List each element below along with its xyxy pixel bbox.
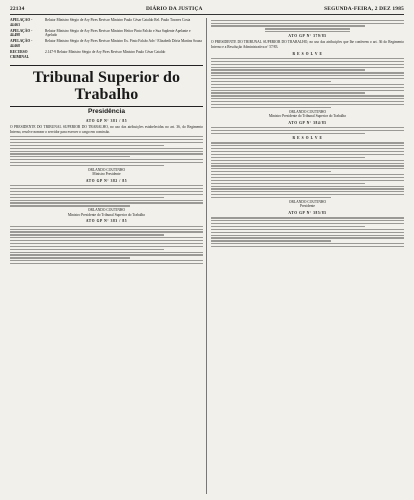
text-line	[211, 232, 404, 233]
left-column	[10, 18, 203, 496]
text-line	[10, 159, 203, 160]
text-line	[211, 78, 404, 79]
text-line	[211, 154, 404, 155]
section-title: Tribunal Superior do Trabalho	[32, 69, 181, 104]
act-heading: ATO GP Nº 381 / 85	[85, 118, 128, 123]
text-line	[211, 130, 404, 131]
resolve-heading: R E S O L V E	[292, 51, 323, 56]
journal-name: DIÁRIO DA JUSTIÇA	[145, 5, 203, 12]
act-heading: ATO GP Nº 379/85	[288, 34, 327, 39]
text-line	[211, 61, 404, 62]
list-item	[10, 39, 203, 48]
text-line	[10, 249, 164, 250]
text-line	[10, 263, 203, 264]
text-line	[211, 220, 404, 221]
text-line	[211, 229, 404, 230]
entry-text: Relator Ministro Sérgio de Ary Pires Revisor Ministro Ex. Pinto Falcão Adv.º Elizabeth Dória Martins Souza	[45, 39, 202, 44]
text-line	[211, 226, 365, 227]
signer-role: Ministro Presidente do Tribunal Superior do Trabalho	[67, 212, 146, 217]
text-line	[211, 197, 331, 198]
text-line	[10, 200, 203, 201]
text-line	[211, 163, 404, 164]
text-line	[10, 136, 203, 137]
text-line	[211, 95, 404, 96]
text-line	[211, 160, 404, 161]
text-line	[10, 151, 203, 152]
text-line	[10, 254, 203, 255]
text-line	[10, 237, 203, 238]
text-line	[211, 101, 404, 102]
section-subtitle: Presidência	[87, 108, 126, 116]
signature-block	[211, 200, 404, 209]
entry-label: RECURSO CRIMINAL	[10, 50, 29, 59]
signer-name: ORLANDO COUTINHO	[87, 208, 126, 213]
text-line	[211, 58, 404, 59]
text-line	[10, 243, 203, 244]
entry-label: APELAÇÃO - 44.663	[10, 18, 33, 27]
text-line	[211, 127, 404, 128]
text-line	[211, 188, 404, 189]
text-line	[211, 180, 404, 181]
signer-role: Ministro Presidente do Tribunal Superior do Trabalho	[268, 114, 347, 119]
text-line	[211, 186, 404, 187]
text-line	[211, 145, 404, 146]
text-line	[10, 145, 164, 146]
text-line	[10, 202, 203, 203]
text-line	[211, 98, 404, 99]
text-line	[211, 183, 365, 184]
page-number: 22134	[10, 5, 25, 12]
signature-block	[10, 208, 203, 217]
text-line	[10, 194, 203, 195]
text-line	[10, 231, 203, 232]
text-line	[211, 92, 365, 93]
text-line	[211, 69, 365, 70]
text-line	[211, 90, 404, 91]
text-line	[10, 139, 203, 140]
text-line	[10, 252, 203, 253]
text-line	[10, 188, 203, 189]
text-line	[211, 75, 404, 76]
signature-block	[10, 168, 203, 177]
right-column	[211, 18, 404, 496]
column-divider	[206, 18, 207, 494]
entry-label: APELAÇÃO - 44.498	[10, 28, 33, 38]
text-line	[211, 223, 404, 224]
text-line	[211, 157, 365, 158]
text-line	[10, 156, 130, 157]
text-line	[10, 197, 164, 198]
text-line	[211, 151, 404, 152]
text-line	[211, 217, 404, 218]
text-line	[211, 165, 404, 166]
signer-role: Presidente	[300, 204, 315, 209]
text-line	[211, 104, 404, 105]
text-line	[265, 31, 350, 32]
text-line	[211, 174, 404, 175]
text-line	[211, 237, 404, 238]
signature-block	[211, 110, 404, 119]
text-line	[211, 235, 404, 236]
text-line	[10, 240, 203, 241]
entry-text: Relator Ministro Sérgio de Ary Pires Revisor Ministro Heitor Pinto Falcão e Sua Suplente Apelante e Apelado	[45, 28, 191, 38]
text-line	[211, 107, 331, 108]
signer-name: ORLANDO COUTINHO	[288, 199, 327, 204]
act-heading: ATO GP Nº 384/85	[288, 120, 327, 125]
text-line	[10, 229, 203, 230]
text-line	[211, 87, 404, 88]
text-line	[10, 234, 164, 235]
text-line	[265, 28, 350, 29]
list-item	[10, 50, 203, 59]
text-line	[10, 191, 203, 192]
text-line	[211, 23, 404, 24]
act-paragraph: O PRESIDENTE DO TRIBUNAL SUPERIOR DO TRABALHO, no uso das atribuições estabelecidas no art. 36, do Regimento Interno, resolve nomear o servidor para exercer o cargo em comissão.	[10, 124, 203, 134]
text-line	[211, 168, 404, 169]
text-line	[211, 133, 365, 134]
issue-date: SEGUNDA-FEIRA, 2 DEZ 1985	[324, 5, 404, 12]
text-line	[211, 171, 331, 172]
text-line	[10, 185, 203, 186]
text-line	[211, 20, 404, 21]
signer-name: ORLANDO COUTINHO	[288, 109, 327, 114]
text-line	[211, 64, 404, 65]
text-line	[211, 240, 331, 241]
text-line	[10, 142, 203, 143]
text-line	[10, 148, 203, 149]
list-item	[10, 29, 203, 38]
entry-label: APELAÇÃO - 44.668	[10, 39, 33, 48]
entry-text: 2.147-9 Relator Ministro Sérgio de Ary Pires Revisor Ministro Paulo César Cataldo	[45, 50, 166, 55]
text-line	[211, 142, 404, 143]
entry-text: Relator Ministro Sérgio de Ary Pires Revisor Ministro Paulo César Cataldo Rel. Paulo Tavares Costa	[45, 18, 191, 22]
text-line	[211, 67, 404, 68]
text-line	[10, 260, 203, 261]
text-line	[211, 81, 331, 82]
text-line	[10, 257, 130, 258]
text-line	[211, 72, 404, 73]
act-heading: ATO GP Nº 385/85	[288, 211, 327, 216]
text-line	[211, 148, 404, 149]
text-line	[211, 177, 404, 178]
text-line	[211, 191, 404, 192]
resolve-heading: R E S O L V E	[292, 136, 323, 141]
text-line	[10, 226, 203, 227]
act-paragraph: O PRESIDENTE DO TRIBUNAL SUPERIOR DO TRABALHO, no uso das atribuições que lhe conferem o art. 36 do Regimento Interno e a Resolução Administrativa nº 57/83.	[211, 40, 404, 50]
page-header	[10, 3, 404, 15]
act-heading: ATO GP Nº 382 / 85	[85, 178, 128, 183]
text-line	[211, 243, 404, 244]
text-line	[10, 165, 164, 166]
act-heading: ATO GP Nº 383 / 85	[85, 219, 128, 224]
section-banner	[10, 65, 203, 107]
text-line	[10, 153, 203, 154]
text-line	[211, 246, 404, 247]
text-line	[211, 194, 404, 195]
text-line	[10, 162, 203, 163]
signer-name: ORLANDO COUTINHO	[87, 167, 126, 172]
list-item	[10, 18, 203, 27]
signer-role: Ministro Presidente	[92, 172, 121, 177]
text-line	[10, 205, 130, 206]
text-line	[211, 84, 404, 85]
text-line	[10, 246, 203, 247]
text-line	[211, 25, 365, 26]
